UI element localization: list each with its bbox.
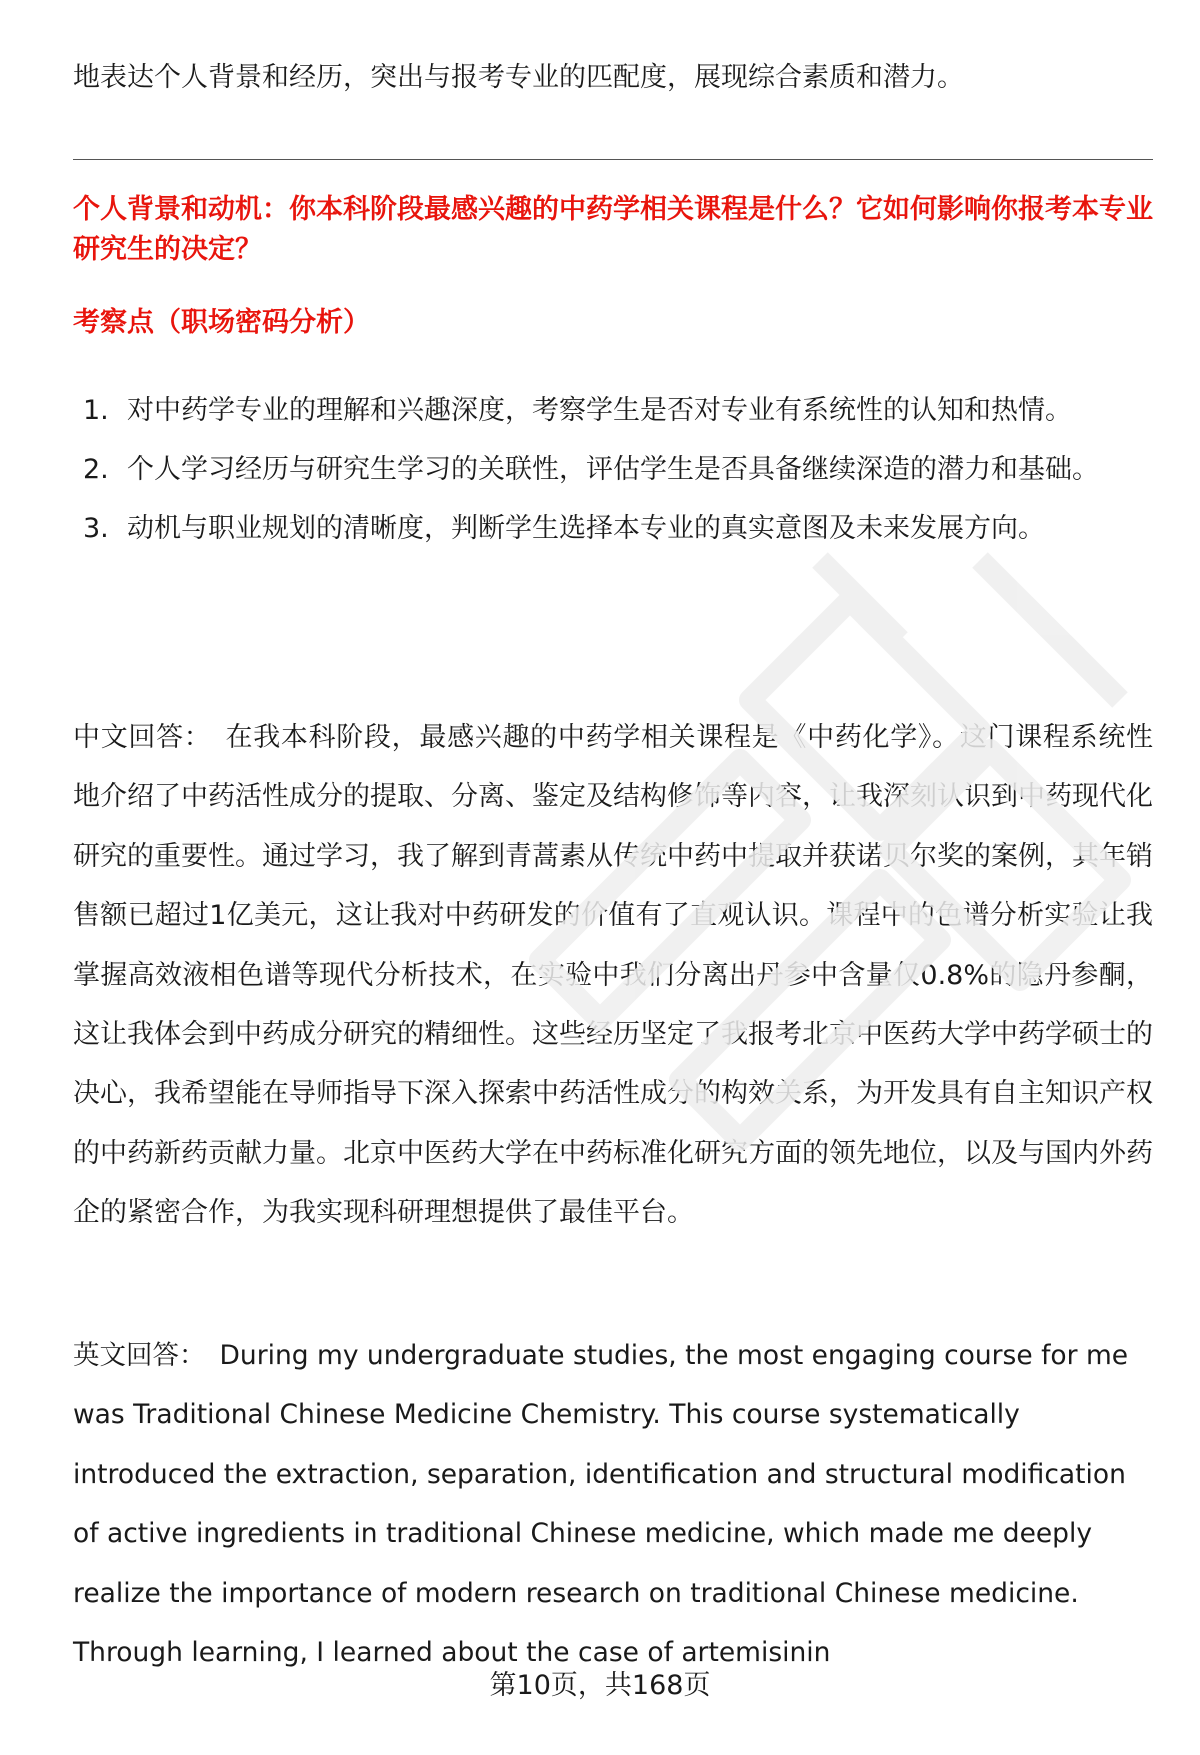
document-page — [73, 0, 1153, 1755]
assessment-title: 考察点（职场密码分析） — [73, 307, 370, 338]
section-divider — [73, 159, 1153, 160]
question-heading: 个人背景和动机：你本科阶段最感兴趣的中药学相关课程是什么？它如何影响你报考本专业研究生的决定？ — [73, 194, 1153, 265]
point-text: 动机与职业规划的清晰度，判断学生选择本专业的真实意图及未来发展方向。 — [127, 513, 1045, 544]
intro-text: 地表达个人背景和经历，突出与报考专业的匹配度，展现综合素质和潜力。 — [73, 62, 964, 93]
point-text: 对中药学专业的理解和兴趣深度，考察学生是否对专业有系统性的认知和热情。 — [127, 395, 1072, 426]
chinese-answer — [73, 708, 1153, 1243]
assessment-point — [73, 440, 1153, 499]
point-text: 个人学习经历与研究生学习的关联性，评估学生是否具备继续深造的潜力和基础。 — [127, 454, 1099, 485]
point-number: 2. — [83, 454, 109, 485]
chinese-answer-label: 中文回答： — [73, 722, 212, 753]
assessment-point — [73, 381, 1153, 440]
point-number: 3. — [83, 513, 109, 544]
english-answer — [73, 1326, 1153, 1682]
chinese-answer-text: 在我本科阶段，最感兴趣的中药学相关课程是《中药化学》。这门课程系统性地介绍了中药活性成分的提取、分离、鉴定及结构修饰等内容，让我深刻认识到中药现代化研究的重要性。通过学习，我了解到青蒿素从传统中药中提取并获诺贝尔奖的案例，其年销售额已超过1亿美元，这让我对中药研发的价值有了直观认识。课程中的色谱分析实验让我掌握高效液相色谱等现代分析技术，在实验中我们分离出丹参中含量仅0.8%的隐丹参酮，这让我体会到中药成分研究的精细性。这些经历坚定了我报考北京中医药大学中药学硕士的决心，我希望能在导师指导下深入探索中药活性成分的构效关系，为开发具有自主知识产权的中药新药贡献力量。北京中医药大学在中药标准化研究方面的领先地位，以及与国内外药企的紧密合作，为我实现科研理想提供了最佳平台。 — [73, 722, 1154, 1229]
point-number: 1. — [83, 395, 109, 426]
english-answer-label: 英文回答： — [73, 1340, 206, 1371]
assessment-point — [73, 499, 1153, 558]
page-footer: 第10页，共168页 — [489, 1670, 711, 1701]
assessment-points — [73, 381, 1153, 558]
english-answer-text: During my undergraduate studies, the most engaging course for me was Traditional Chinese Medicine Chemistry. This course systematically introduced the extraction, separation, identification and structural modification of active ingredients in traditional Chinese medicine, which made me deeply realize the importance of modern research on traditional Chinese medicine. Through learning, I learned about the case of artemisinin — [73, 1340, 1129, 1669]
